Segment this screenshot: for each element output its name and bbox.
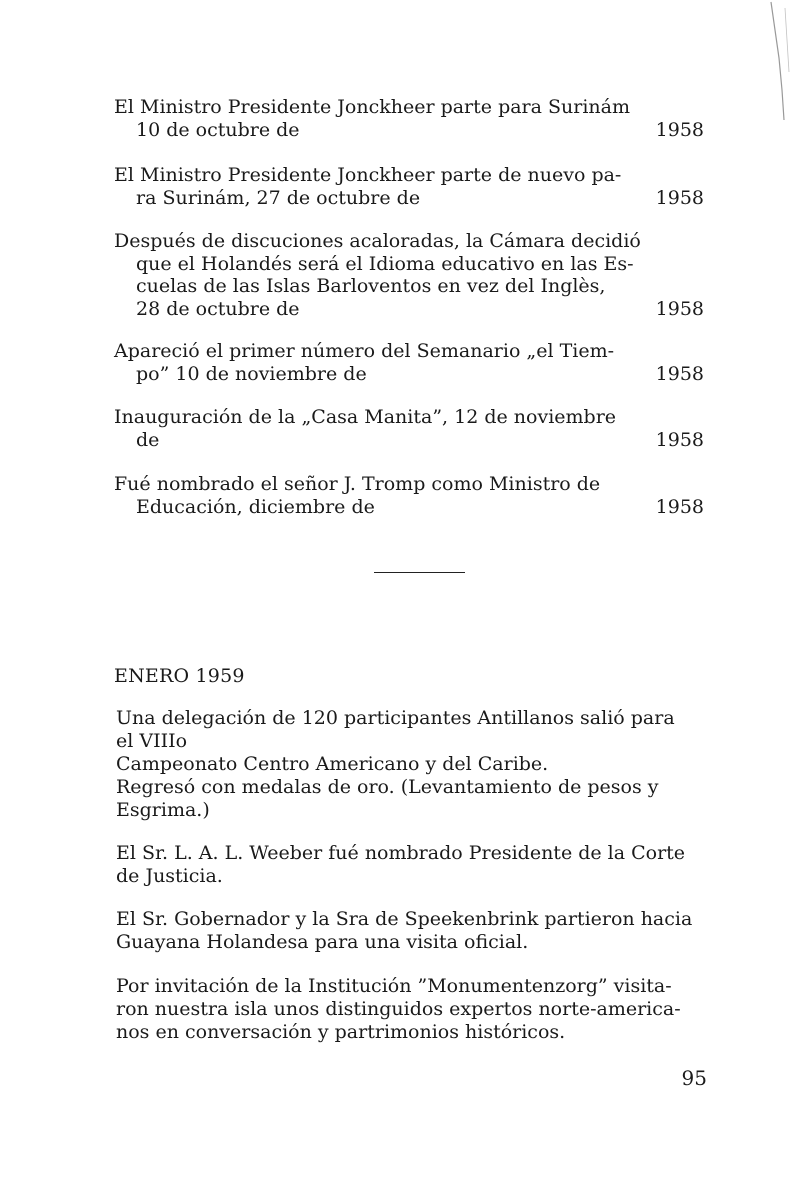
paragraph-1959-4 [116,975,706,1044]
entry-line: 10 de octubre de [136,118,300,141]
entry-line: El Ministro Presidente Jonckheer parte de nuevo pa- [114,164,622,186]
paragraph-line: ron nuestra isla unos distinguidos expertos norte-america- [116,998,681,1020]
entry-line: cuelas de las Islas Barloventos en vez del Inglès, [136,275,606,297]
entry-1958-1 [114,96,704,141]
paragraph-1959-1 [116,707,706,822]
entry-1958-3 [114,230,704,320]
scan-mark [765,0,795,130]
entry-year: 1958 [655,186,704,209]
paragraph-1959-2 [116,842,706,888]
paragraph-1959-3 [116,908,706,954]
entry-year: 1958 [655,495,704,518]
page-number: 95 [681,1066,707,1090]
paragraph-line: Guayana Holandesa para una visita oficial. [116,931,529,953]
entry-line: Educación, diciembre de [136,495,375,518]
entry-line: de [136,428,160,451]
paragraph-line: Campeonato Centro Americano y del Caribe. [116,753,549,775]
paragraph-line: Regresó con medalas de oro. (Levantamiento de pesos y [116,776,659,798]
paragraph-line: el VIIIo [116,730,188,752]
entry-line: 28 de octubre de [136,297,300,320]
entry-year: 1958 [655,297,704,320]
entry-year: 1958 [655,118,704,141]
paragraph-line: Esgrima.) [116,799,210,821]
section-heading: ENERO 1959 [114,665,245,687]
entry-year: 1958 [655,428,704,451]
entry-line: que el Holandés será el Idioma educativo en las Es- [136,252,634,275]
entry-1958-4 [114,340,704,385]
paragraph-line: El Sr. L. A. L. Weeber fué nombrado Presidente de la Corte [116,842,686,864]
paragraph-line: Por invitación de la Institución ”Monumentenzorg” visita- [116,975,672,997]
paragraph-line: El Sr. Gobernador y la Sra de Speekenbrink partieron hacia [116,908,693,930]
paragraph-line: Una delegación de 120 participantes Antillanos salió para [116,707,675,729]
entry-line: El Ministro Presidente Jonckheer parte para Surinám [114,96,630,118]
section-divider [374,572,465,573]
paragraph-line: de Justicia. [116,865,223,887]
entry-line: po” 10 de noviembre de [136,362,367,385]
paragraph-line: nos en conversación y partrimonios históricos. [116,1021,566,1043]
entry-line: Fué nombrado el señor J. Tromp como Ministro de [114,473,601,495]
entry-year: 1958 [655,362,704,385]
entry-line: ra Surinám, 27 de octubre de [136,186,421,209]
entry-1958-2 [114,164,704,209]
entry-1958-5 [114,406,704,451]
entry-line: Inauguración de la „Casa Manita”, 12 de noviembre [114,406,617,428]
entry-1958-6 [114,473,704,518]
entry-line: Después de discuciones acaloradas, la Cámara decidió [114,230,641,252]
entry-line: Apareció el primer número del Semanario „el Tiem- [114,340,615,362]
